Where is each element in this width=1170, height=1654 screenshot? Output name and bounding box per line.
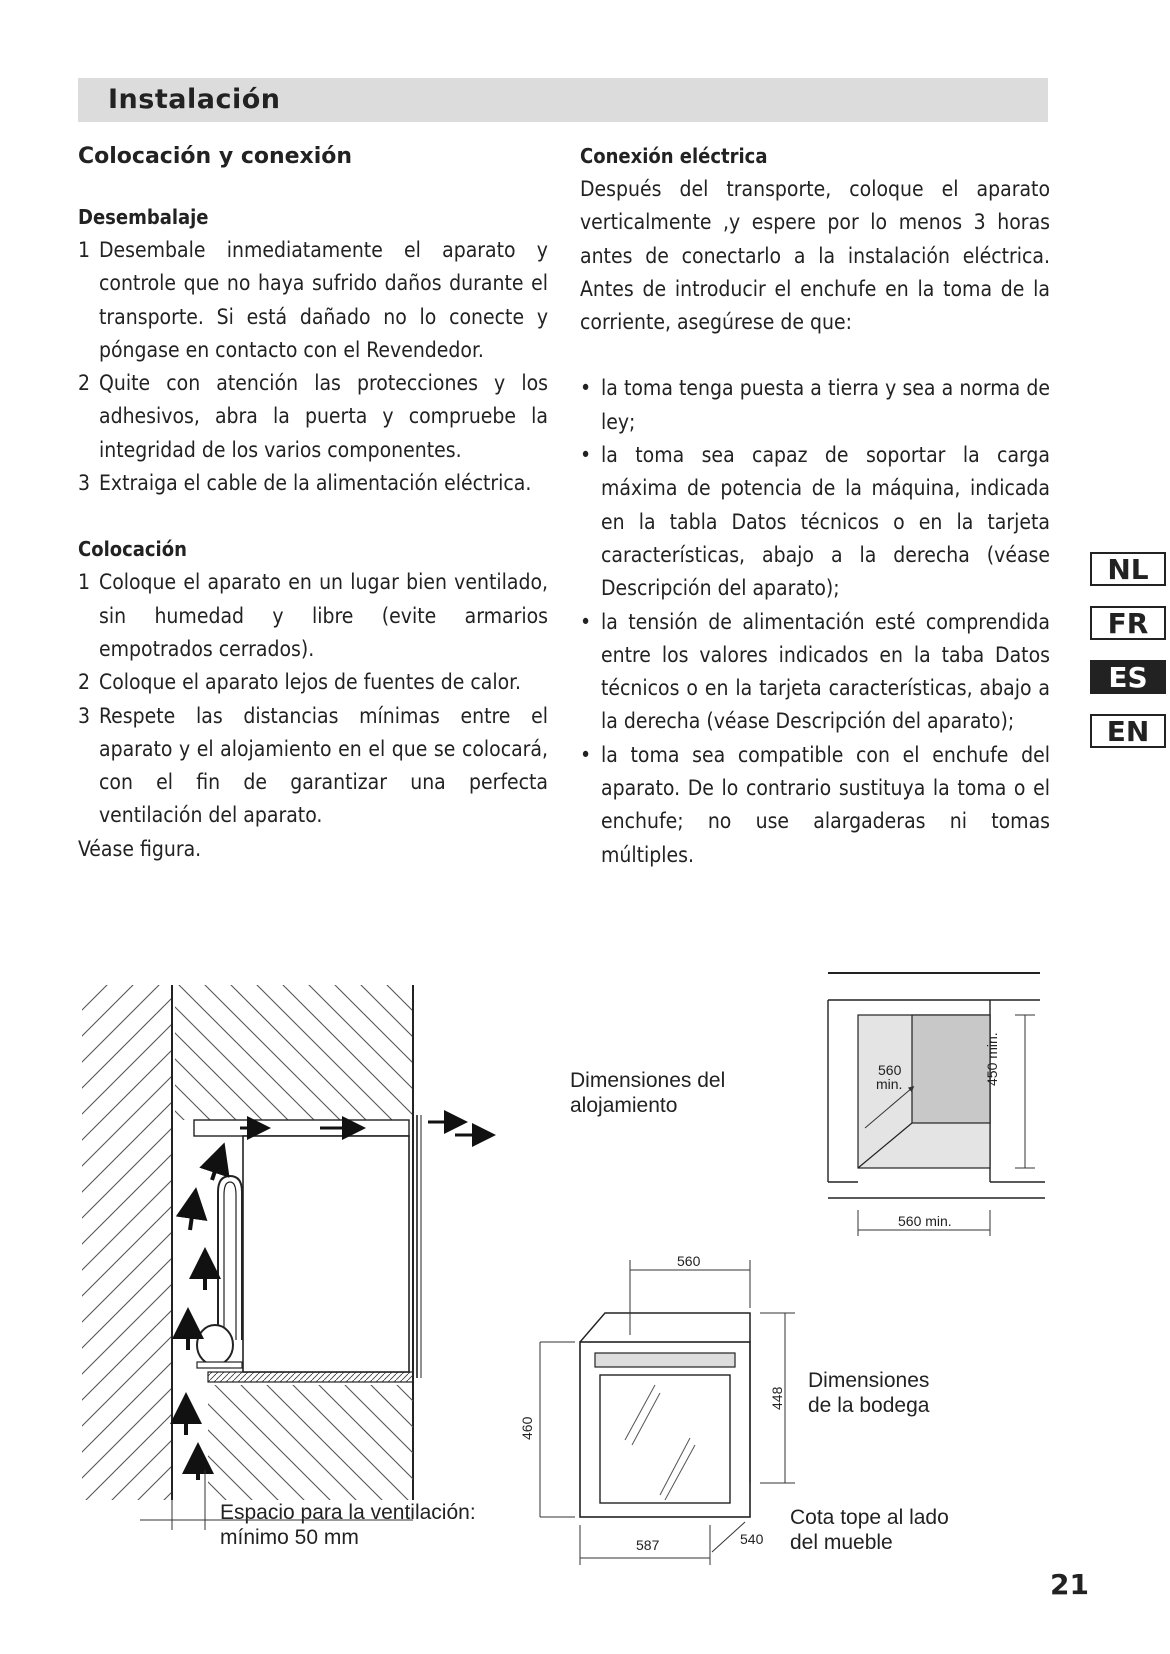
checklist-item: • la tensión de alimentación esté comprendida entre los valores indicados en la taba Datos técnicos o en la tarjeta características, abajo a la derecha (véase Descripción del aparato);: [580, 606, 1050, 739]
housing-depth-value: 560: [878, 1062, 902, 1078]
housing-width-value: 560 min.: [898, 1213, 952, 1229]
housing-label-line1: Dimensiones del: [570, 1069, 726, 1092]
electrical-intro: Después del transporte, coloque el aparato verticalmente ,y espere por lo menos 3 horas antes de conectarlo a la instalación eléctrica. Antes de introducir el enchufe en la toma de la corriente, asegúrese de que:: [580, 177, 1050, 335]
housing-diagram: [828, 973, 1045, 1236]
housing-depth-unit: min.: [876, 1076, 903, 1092]
placement-connection-heading: Colocación y conexión: [78, 144, 353, 169]
housing-label-line2: alojamiento: [570, 1094, 678, 1117]
cellar-height-right: 448: [769, 1386, 785, 1410]
placement-item: 3 Respete las distancias mínimas entre el aparato y el alojamiento en el que se colocará, con el fin de garantizar una perfecta ventilación del aparato.: [78, 703, 548, 828]
cellar-depth: 540: [740, 1531, 764, 1547]
section-title: Instalación: [108, 84, 281, 115]
housing-height-value: 450 min.: [984, 1032, 1000, 1086]
bullet-icon: •: [580, 376, 592, 401]
language-tab-fr[interactable]: FR: [1090, 606, 1166, 640]
language-tab-en[interactable]: EN: [1090, 714, 1166, 748]
placement-item: 1 Coloque el aparato en un lugar bien ventilado, sin humedad y libre (evite armarios empotrados cerrados).: [78, 570, 548, 661]
stop-label-line2: del mueble: [790, 1531, 893, 1554]
cellar-width-top: 560: [677, 1253, 701, 1269]
cellar-label-line2: de la bodega: [808, 1394, 930, 1417]
cellar-label-line1: Dimensiones: [808, 1369, 930, 1392]
language-tab-es[interactable]: ES: [1090, 660, 1166, 694]
ventilation-diagram: [82, 985, 490, 1530]
checklist-item: • la toma sea compatible con el enchufe del aparato. De lo contrario sustituya la toma o el enchufe; no use alargaderas ni tomas múltiples.: [580, 739, 1050, 872]
bullet-icon: •: [580, 742, 592, 767]
checklist-item: • la toma tenga puesta a tierra y sea a norma de ley;: [580, 372, 1050, 439]
electrical-connection-heading: Conexión eléctrica: [580, 144, 768, 168]
page-number: 21: [1050, 1568, 1089, 1601]
bullet-icon: •: [580, 609, 592, 634]
unpacking-item: 3 Extraiga el cable de la alimentación eléctrica.: [78, 471, 532, 496]
unpacking-item: 2 Quite con atención las protecciones y los adhesivos, abra la puerta y compruebe la integridad de los varios componentes.: [78, 371, 548, 462]
language-tab-nl[interactable]: NL: [1090, 552, 1166, 586]
cellar-diagram: [540, 1260, 795, 1565]
stop-label-line1: Cota tope al lado: [790, 1506, 949, 1529]
bullet-icon: •: [580, 443, 592, 468]
ventilation-label-line1: Espacio para la ventilación:: [220, 1501, 476, 1524]
placement-heading: Colocación: [78, 537, 187, 562]
placement-item: 2 Coloque el aparato lejos de fuentes de calor.: [78, 670, 521, 695]
unpacking-item: 1 Desembale inmediatamente el aparato y controle que no haya sufrido daños durante el transporte. Si está dañado no lo conecte y póngase en contacto con el Revendedor.: [78, 238, 548, 362]
cellar-width-bottom: 587: [636, 1537, 660, 1553]
see-figure-note: Véase figura.: [78, 836, 202, 861]
checklist-item: • la toma sea capaz de soportar la carga máxima de potencia de la máquina, indicada en la tabla Datos técnicos o en la tarjeta características, abajo a la derecha (véase Descripción del aparato);: [580, 439, 1050, 605]
cellar-height-left: 460: [519, 1416, 535, 1440]
ventilation-label-line2: mínimo 50 mm: [220, 1526, 359, 1549]
unpacking-heading: Desembalaje: [78, 205, 209, 229]
